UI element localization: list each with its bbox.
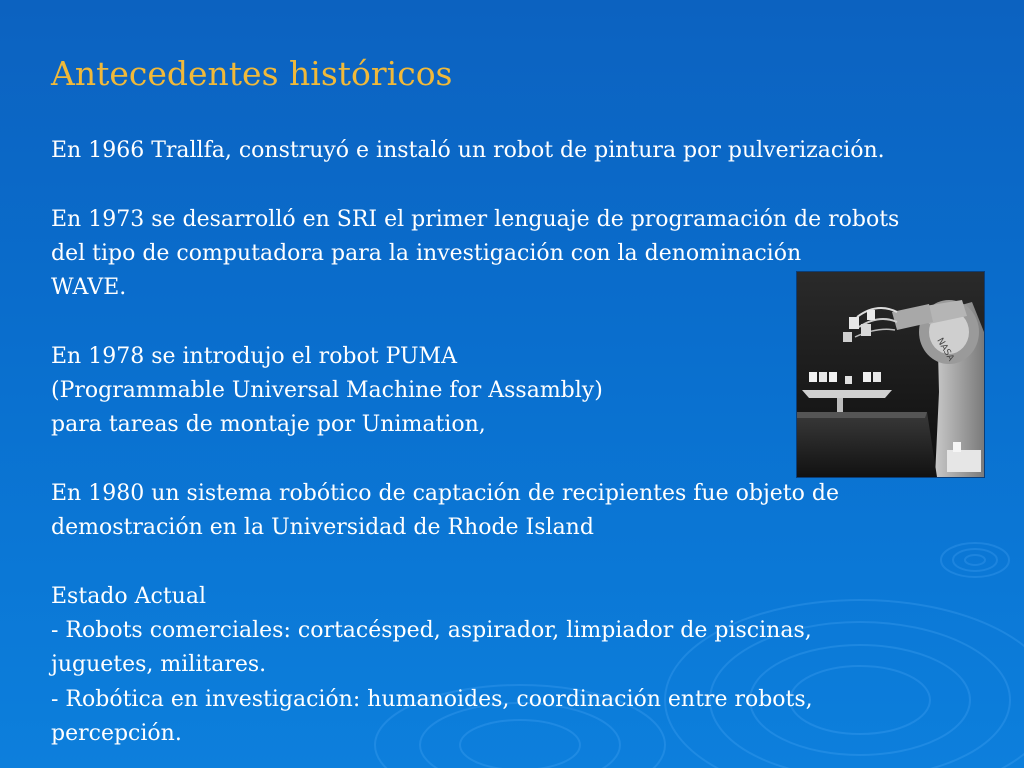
text-line: En 1980 un sistema robótico de captación de recipientes fue objeto de bbox=[51, 480, 839, 506]
paragraph-estado-actual bbox=[51, 580, 971, 751]
text-line: (Programmable Universal Machine for Assambly) bbox=[51, 378, 603, 404]
text-line: En 1966 Trallfa, construyó e instaló un robot de pintura por pulverización. bbox=[51, 138, 885, 163]
paragraph-1980 bbox=[51, 477, 971, 546]
svg-text:NASA: NASA bbox=[934, 336, 956, 364]
text-line: demostración en la Universidad de Rhode Island bbox=[51, 515, 594, 541]
paragraph-1966 bbox=[51, 134, 971, 168]
text-line: - Robots comerciales: cortacésped, aspirador, limpiador de piscinas, bbox=[51, 618, 812, 644]
text-line: Estado Actual bbox=[51, 583, 206, 609]
text-line: del tipo de computadora para la investigación con la denominación bbox=[51, 240, 802, 266]
text-line: WAVE. bbox=[51, 275, 127, 301]
slide-title: Antecedentes históricos bbox=[51, 54, 453, 93]
robot-arm-icon bbox=[797, 272, 984, 477]
text-line: juguetes, militares. bbox=[51, 652, 267, 678]
text-line: para tareas de montaje por Unimation, bbox=[51, 412, 486, 438]
text-line: En 1978 se introdujo el robot PUMA bbox=[51, 343, 457, 369]
text-line: - Robótica en investigación: humanoides, coordinación entre robots, bbox=[51, 686, 813, 712]
text-line: percepción. bbox=[51, 721, 182, 747]
robot-arm-photo bbox=[796, 271, 985, 478]
text-line: En 1973 se desarrolló en SRI el primer lenguaje de programación de robots bbox=[51, 206, 900, 232]
